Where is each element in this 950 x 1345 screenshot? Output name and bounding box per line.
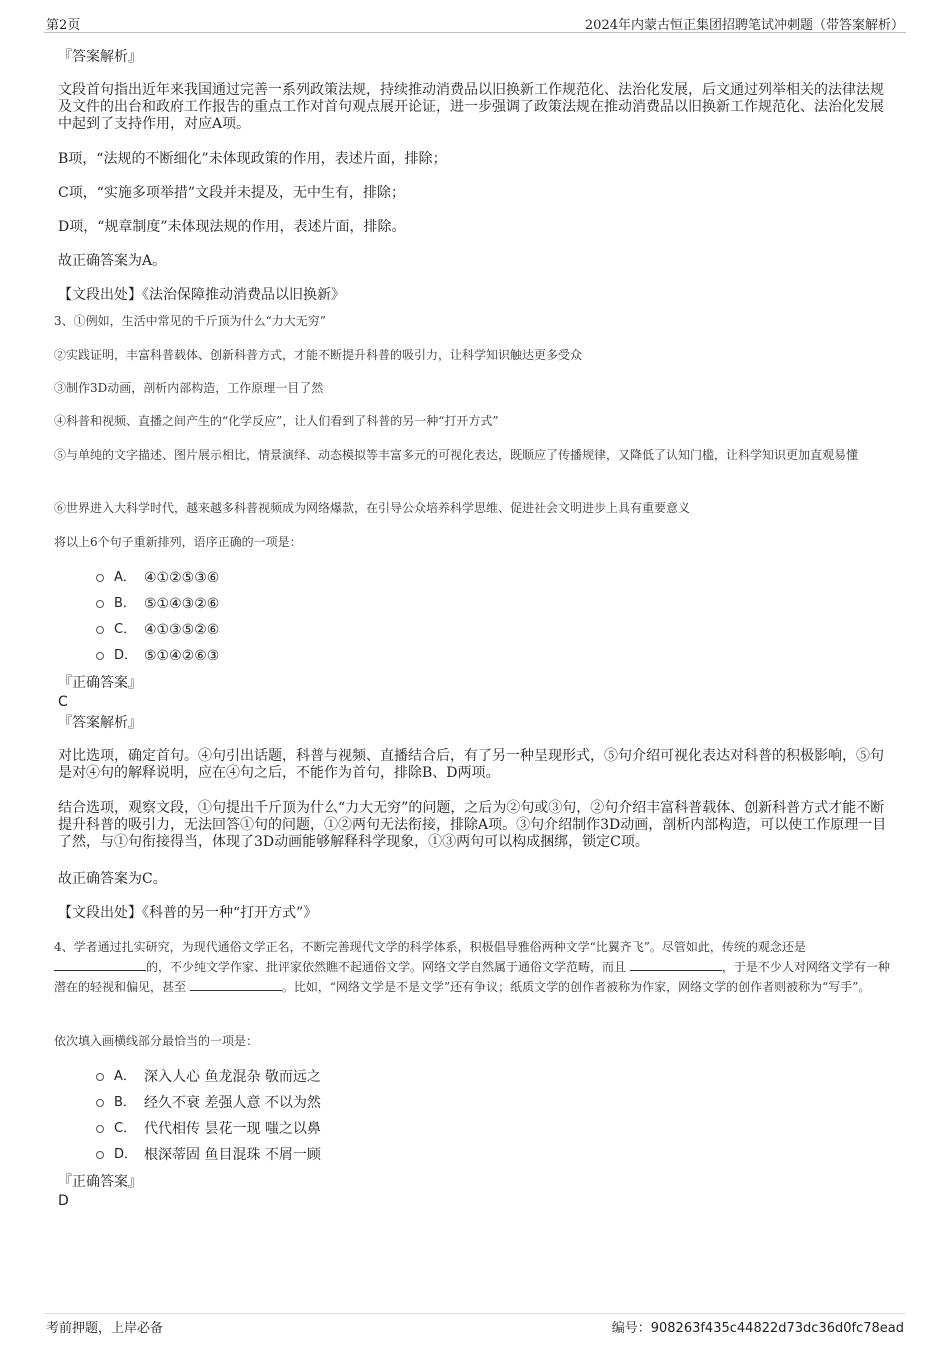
q3-option-d[interactable] [96, 647, 219, 665]
q3-answer: C [58, 694, 68, 710]
q3-analysis-paragraph-2: 结合选项，观察文段，①句提出千斤顶为什么“力大无穷”的问题，之后为②句或③句，②句介绍丰富科普载体、创新科普方式才能不断提升科普的吸引力，无法回答①句的问题，①②两句无法衔接，排除A项。③句介绍制作3D动画，剖析内部构造，可以使工作原理一目了然，与①句衔接得当，体现了3D动画能够解释科学现象，①③两句可以构成捆绑，锁定C项。 [58, 800, 887, 850]
q2-analysis-paragraph-3: C项，“实施多项举措”文段并未提及，无中生有，排除； [58, 185, 406, 201]
q2-analysis-paragraph-1: 文段首句指出近年来我国通过完善一系列政策法规，持续推动消费品以旧换新工作规范化、法治化发展，后文通过列举相关的法律法规及文件的出台和政府工作报告的重点工作对首句观点展开论证，进一步强调了政策法规在推动消费品以旧换新工作规范化、法治化发展中起到了支持作用，对应A项。 [58, 82, 884, 132]
q3-sentence-3: ③制作3D动画，剖析内部构造，工作原理一目了然 [54, 381, 324, 395]
q4-stem-part-4: 。比如，“网络文学是不是文学”还有争议；纸质文学的创作者被称为作家，网络文学的创作者则被称为“写手”。 [281, 980, 871, 994]
option-text: ④①②⑤③⑥ [144, 570, 220, 586]
q3-analysis-label: 『答案解析』 [58, 715, 142, 731]
option-letter: B． [114, 1095, 136, 1110]
document-code [612, 1317, 904, 1336]
option-text: ⑤①④③②⑥ [144, 596, 220, 612]
q3-conclusion: 故正确答案为C。 [58, 871, 167, 887]
q3-option-b[interactable] [96, 595, 219, 613]
radio-button[interactable] [96, 1125, 104, 1133]
radio-button[interactable] [96, 626, 104, 634]
option-letter: B． [114, 596, 136, 611]
code-value: 908263f435c44822d73dc36d0fc78ead [650, 1321, 904, 1336]
blank-3 [190, 978, 282, 991]
option-text: 深入人心 鱼龙混杂 敬而远之 [144, 1069, 321, 1085]
q3-sentence-1: 3、①例如，生活中常见的千斤顶为什么“力大无穷” [54, 314, 326, 328]
page-header [44, 14, 906, 33]
q3-option-a[interactable] [96, 569, 219, 587]
q4-stem-part-1: 4、学者通过扎实研究，为现代通俗文学正名，不断完善现代文学的科学体系，积极倡导雅俗两种文学“比翼齐飞”。尽管如此，传统的观念还是 [54, 940, 806, 954]
q4-option-c[interactable] [96, 1120, 321, 1138]
q3-sentence-2: ②实践证明，丰富科普载体、创新科普方式，才能不断提升科普的吸引力，让科学知识触达更多受众 [54, 348, 583, 362]
option-letter: C． [114, 1121, 137, 1136]
option-letter: D． [114, 1147, 138, 1162]
q4-option-b[interactable] [96, 1094, 321, 1112]
document-title: 2024年内蒙古恒正集团招聘笔试冲刺题（带答案解析） [584, 18, 904, 33]
q4-stem [54, 937, 890, 997]
blank-1 [54, 958, 146, 971]
q3-analysis-paragraph-1: 对比选项，确定首句。④句引出话题，科普与视频、直播结合后，有了另一种呈现形式，⑤句介绍可视化表达对科普的积极影响，⑤句是对④句的解释说明，应在④句之后，不能作为首句，排除B、D两项。 [58, 748, 884, 781]
blank-2 [630, 958, 722, 971]
q3-answer-label: 『正确答案』 [58, 675, 142, 691]
q4-stem-part-3: ，于是不少人对网络文学有一种潜在的轻视和偏见，甚至 [54, 960, 890, 994]
q3-option-c[interactable] [96, 621, 219, 639]
q2-source: 【文段出处】《法治保障推动消费品以旧换新》 [58, 287, 345, 303]
radio-button[interactable] [96, 652, 104, 660]
q4-option-d[interactable] [96, 1146, 321, 1164]
option-text: 代代相传 昙花一现 嗤之以鼻 [144, 1121, 321, 1137]
option-text: 经久不衰 差强人意 不以为然 [144, 1095, 321, 1111]
q3-prompt: 将以上6个句子重新排列，语序正确的一项是： [54, 535, 302, 549]
q2-analysis-paragraph-2: B项，“法规的不断细化”未体现政策的作用，表述片面，排除； [58, 151, 447, 167]
q3-sentence-6: ⑥世界进入大科学时代，越来越多科普视频成为网络爆款，在引导公众培养科学思维、促进社会文明进步上具有重要意义 [54, 501, 691, 515]
radio-button[interactable] [96, 600, 104, 608]
option-text: ⑤①④②⑥③ [144, 648, 220, 664]
option-letter: A． [114, 1069, 136, 1084]
q4-stem-part-2: 的，不少纯文学作家、批评家依然瞧不起通俗文学。网络文学自然属于通俗文学范畴，而且 [146, 960, 627, 974]
q3-sentence-5: ⑤与单纯的文字描述、图片展示相比，情景演绎、动态模拟等丰富多元的可视化表达，既顺应了传播规律，又降低了认知门槛，让科学知识更加直观易懂 [54, 448, 859, 462]
q4-prompt: 依次填入画横线部分最恰当的一项是： [54, 1034, 259, 1048]
option-text: 根深蒂固 鱼目混珠 不屑一顾 [144, 1147, 321, 1163]
q4-option-a[interactable] [96, 1068, 321, 1086]
radio-button[interactable] [96, 1151, 104, 1159]
q2-analysis-paragraph-4: D项，“规章制度”未体现法规的作用，表述片面，排除。 [58, 219, 406, 235]
q3-source: 【文段出处】《科普的另一种“打开方式”》 [58, 905, 318, 921]
page-number: 第2页 [46, 18, 81, 33]
option-text: ④①③⑤②⑥ [144, 622, 220, 638]
q4-answer-label: 『正确答案』 [58, 1174, 142, 1190]
q3-sentence-4: ④科普和视频、直播之间产生的“化学反应”，让人们看到了科普的另一种“打开方式” [54, 414, 499, 428]
q2-analysis-label: 『答案解析』 [58, 49, 142, 65]
option-letter: D． [114, 648, 138, 663]
radio-button[interactable] [96, 1073, 104, 1081]
option-letter: A． [114, 570, 136, 585]
q2-conclusion: 故正确答案为A。 [58, 253, 167, 269]
footer-slogan: 考前押题，上岸必备 [46, 1321, 164, 1336]
page-footer [44, 1313, 906, 1336]
radio-button[interactable] [96, 1099, 104, 1107]
option-letter: C． [114, 622, 137, 637]
q4-answer: D [58, 1193, 69, 1209]
code-label: 编号： [611, 1321, 651, 1336]
radio-button[interactable] [96, 574, 104, 582]
